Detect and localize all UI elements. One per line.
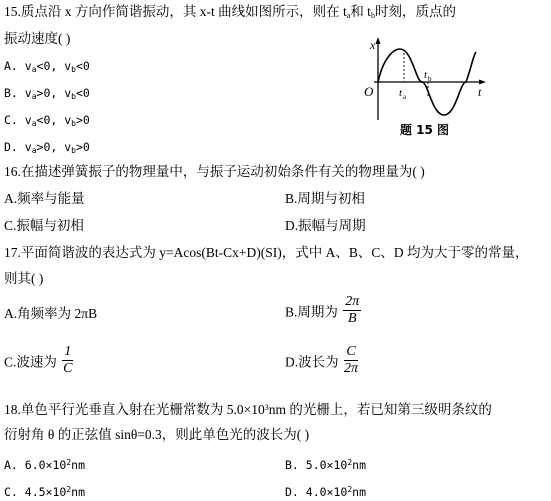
t-axis-arrow-icon [479,80,486,85]
q16-option-a: A.频率与能量 [4,191,85,206]
q17-option-d-text: D.波长为 [285,354,339,370]
q17-option-d-fraction: $\frac{C}{2\pi}$ [344,344,359,376]
q15-stem-part3: 时刻，质点的 [374,4,456,19]
q15-option-d: D. $v_a>0$, $v_b>0$ [4,140,90,155]
tb-label: t [424,69,428,81]
q15-ta-sub: a [346,11,351,20]
q18-stem-line1 [4,399,492,418]
origin-label: O [364,84,374,99]
q15-xt-figure [360,34,490,144]
q17-option-d [285,344,358,377]
q15-stem-part1: 15.质点沿 x 方向作简谐振动，其 x-t 曲线如图所示，则在 t [4,4,347,19]
q18-stem-part2: nm 的光栅上，若已知第三级明条纹的 [268,402,492,417]
q17-stem-line1: 17.平面简谐波的表达式为 y=Acos(Bt-Cx+D)(SI)，式中 A、B、C、D 均为大于零的常量， [4,245,529,260]
q18-exponent: 3 [264,403,269,412]
q15-stem-part2: 和 t [350,4,371,19]
q15-option-c: C. $v_a<0$, $v_b>0$ [4,113,90,128]
q18-option-a: A. $6.0\times 10^2nm$ [4,458,85,472]
q17-option-c-text: C.波速为 [4,354,57,370]
ta-label: t [399,87,403,99]
q17-option-a [4,305,97,322]
figure-caption: 题 15 图 [400,123,450,137]
q18-stem-line2: 衍射角 θ 的正弦值 sinθ=0.3，则此单色光的波长为( ) [4,427,310,442]
ta-sub-label: a [403,93,407,101]
t-axis-label: t [478,85,482,99]
q16-option-c: C.振幅与初相 [4,218,84,233]
q16-stem: 16.在描述弹簧振子的物理量中，与振子运动初始条件有关的物理量为( ) [4,164,425,179]
q15-option-a: A. $v_a<0$, $v_b<0$ [4,59,90,74]
q17-option-b [285,294,361,327]
tb-sub-label: b [428,75,432,83]
q18-option-b: B. $5.0\times 10^2nm$ [285,458,366,472]
x-axis-label: x [370,38,376,52]
q18-option-d: D. $4.0\times 10^2nm$ [285,485,366,499]
q17-option-a-text: A.角频率为 2πB [4,306,98,321]
q15-tb-sub: b [370,11,375,20]
q17-option-c-fraction: $\frac{1}{C}$ [63,344,73,376]
q18-stem-part1: 18.单色平行光垂直入射在光栅常数为 5.0×10 [4,402,265,417]
q17-stem-line2: 则其( ) [4,271,44,286]
q15-stem-line1 [4,3,456,24]
q16-option-d: D.振幅与周期 [285,218,366,233]
q17-option-b-text: B.周期为 [285,304,338,320]
q15-stem-line2: 振动速度( ) [4,31,71,46]
x-axis-arrow-icon [376,37,381,44]
q16-option-b: B.周期与初相 [285,191,365,206]
q17-option-b-fraction: $\frac{2\pi}{B}$ [345,294,360,326]
q15-option-b: B. $v_a>0$, $v_b<0$ [4,86,90,101]
q17-option-c [4,344,73,377]
q18-option-c: C. $4.5\times 10^2nm$ [4,485,85,499]
